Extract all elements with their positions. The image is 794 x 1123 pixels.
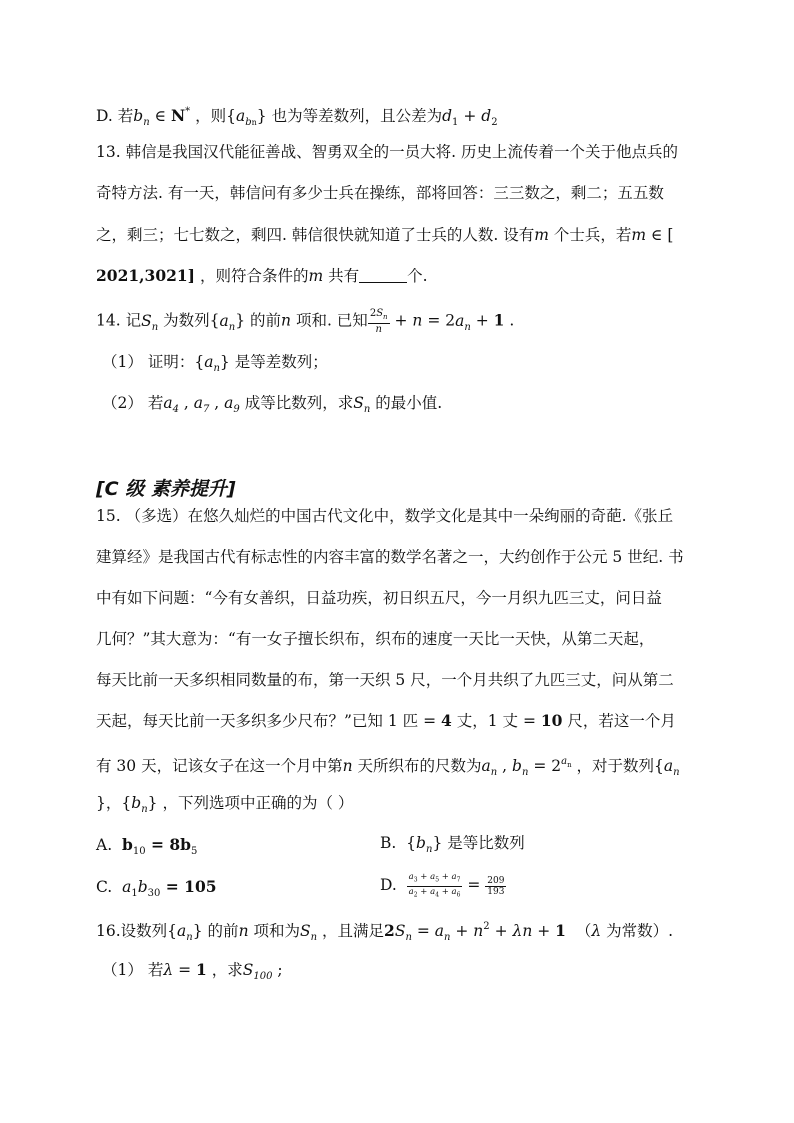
- q16-stem: 16.设数列$\{a_n\}$ 的前n 项和为$S_n$ ，且满足$2S_n = a_n + n^2 + \lambda n + 1$ （λ 为常数）.: [96, 921, 674, 943]
- section-title: [C 级 素养提升]: [96, 478, 236, 500]
- q15-line-4: 几何？”其大意为：“有一女子擅长织布，织布的速度一天比一天快，从第二天起，: [96, 630, 655, 648]
- q15-line-6: 天起，每天比前一天多织多少尺布？”已知 1 匹 = 4 丈，1 丈 = 10 尺，若这一个月: [96, 711, 676, 730]
- q14-stem: 14. 记$S_n$ 为数列$\{a_n\}$ 的前n 项和. 已知 $\frac{2S_n}{n}$ + $n = 2a_n + 1$ .: [96, 308, 515, 335]
- q15-option-b: B. $\{b_n\}$ 是等比数列: [380, 834, 525, 855]
- fraction: $\frac{2S_n}{n}$: [369, 308, 388, 335]
- q16-part-1: （1） 若λ = 1 ，求$S_{100}$ ;: [102, 960, 283, 982]
- question-number: 16.: [96, 922, 121, 940]
- q13-line-2: 奇特方法. 有一天，韩信问有多少士兵在操练，部将回答：三三数之，剩二；五五数: [96, 184, 664, 202]
- q14-part-1: （1） 证明：$\{a_n\}$ 是等差数列；: [102, 353, 328, 374]
- q13-line-1: 13. 韩信是我国汉代能征善战、智勇双全的一员大将. 历史上流传着一个关于他点兵的: [96, 143, 678, 161]
- option-label: D.: [96, 107, 113, 125]
- question-number: 15.: [96, 507, 121, 525]
- fraction: $\frac{a_3 + a_5 + a_7}{a_2 + a_4 + a_6}$: [408, 872, 461, 899]
- question-number: 14.: [96, 311, 121, 330]
- q14-part-2: （2） 若$a_4$ , $a_7$ , $a_9$ 成等比数列，求$S_n$ 的最小值.: [102, 394, 443, 415]
- fraction: $\frac{209}{193}$: [487, 875, 505, 897]
- q12-option-d: D. 若$b_n$ ∈ N* ，则$\{a_{bn}\}$ 也为等差数列，且公差为$d_1 + d_2$: [96, 106, 498, 128]
- q15-line-8: }，$\{b_n\}$ ，下列选项中正确的为（ ）: [96, 794, 354, 815]
- q15-line-5: 每天比前一天多织相同数量的布，第一天织 5 尺，一个月共织了九匹三丈，问从第二: [96, 671, 674, 689]
- q15-option-a: A. $b_{10} = 8b_5$: [96, 835, 198, 857]
- q13-line-4: 2021,3021] ，则符合条件的m 共有 个.: [96, 266, 428, 285]
- q15-line-7: 有 30 天，记该女子在这一个月中第n 天所织布的尺数为$a_n$ , $b_n = 2^{a_n}$ ，对于数列{$a_n$: [96, 756, 680, 778]
- answer-blank: [359, 268, 407, 283]
- q15-option-d: D. $\frac{a_3 + a_5 + a_7}{a_2 + a_4 + a_6}$ = $\frac{209}{193}$: [380, 872, 505, 899]
- q15-line-2: 建算经》是我国古代有标志性的内容丰富的数学名著之一，大约创作于公元 5 世纪. 书: [96, 548, 684, 566]
- q15-line-1: 15. （多选）在悠久灿烂的中国古代文化中，数学文化是其中一朵绚丽的奇葩.《张丘: [96, 507, 674, 525]
- q15-line-3: 中有如下问题：“今有女善织，日益功疾，初日织五尺，今一月织九匹三丈，问日益: [96, 589, 662, 607]
- q13-line-3: 之，剩三；七七数之，剩四. 韩信很快就知道了士兵的人数. 设有m 个士兵，若m ∈ [: [96, 226, 674, 244]
- question-number: 13.: [96, 143, 121, 161]
- q15-option-c: C. $a_1b_{30} = 105$: [96, 877, 217, 899]
